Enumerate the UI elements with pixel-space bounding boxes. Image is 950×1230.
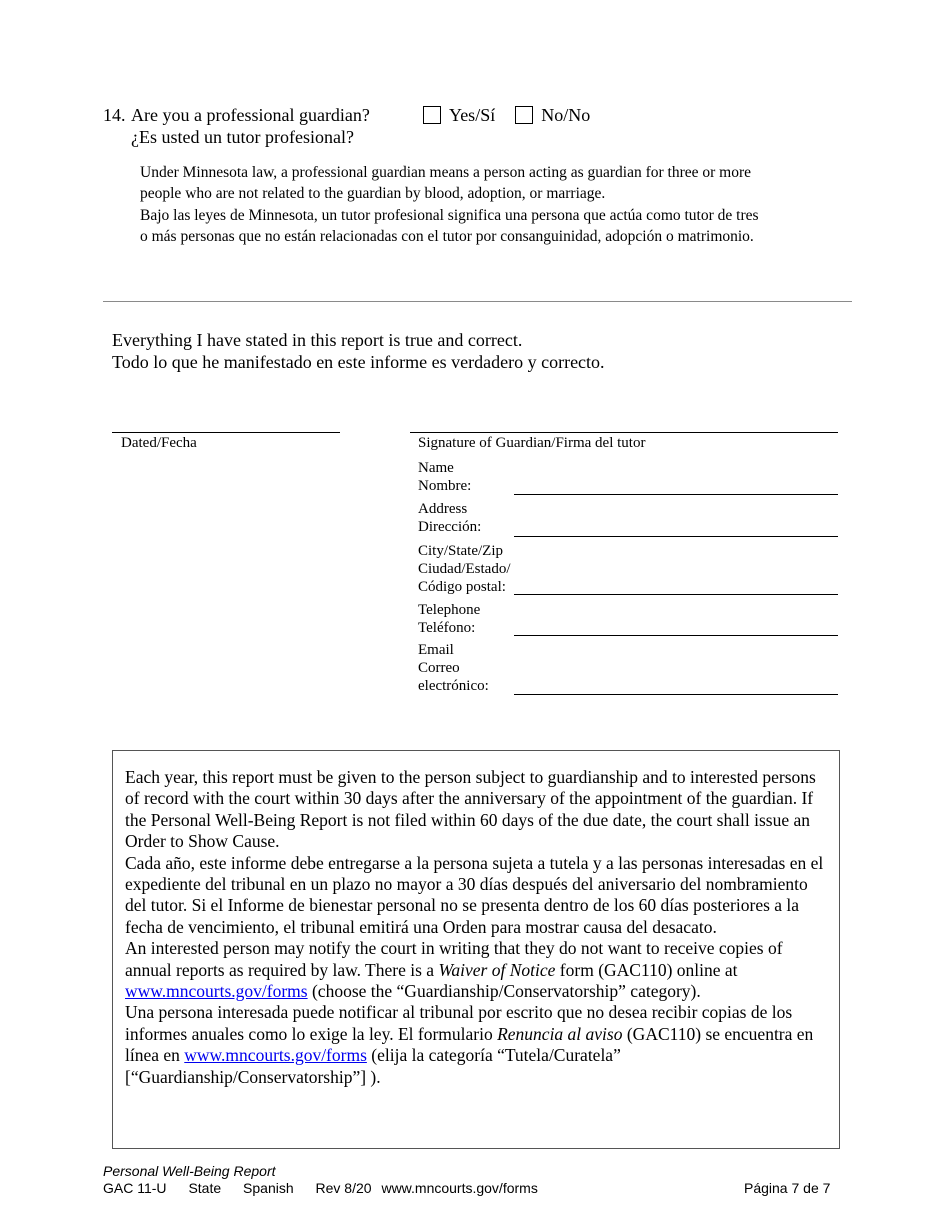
email-field[interactable] — [514, 694, 838, 695]
footer-form-info — [103, 1180, 556, 1197]
footer-revision: Rev 8/20 — [315, 1180, 372, 1196]
option-no[interactable] — [515, 104, 590, 126]
telephone-label-es: Teléfono: — [418, 620, 476, 636]
city-label-es-2: Código postal: — [418, 579, 506, 595]
email-label-es-1: Correo — [418, 660, 460, 676]
notice-en-2-text-a: An interested person may notify the court in writing that they do not want to receive copies of annual reports as required by law. There is a — [125, 938, 783, 980]
city-label-en: City/State/Zip — [418, 543, 503, 559]
notice-paragraph-en-1: Each year, this report must be given to the person subject to guardianship and to interested persons of record with the court within 30 days after the anniversary of the appointment of the guardian. If the Personal Well-Being Report is not filed within 60 days of the due date, the court shall issue an Order to Show Cause. — [125, 767, 816, 852]
address-label-es: Dirección: — [418, 519, 482, 535]
forms-link-es[interactable]: www.mncourts.gov/forms — [184, 1045, 367, 1066]
question-text-es: ¿Es usted un tutor profesional? — [131, 127, 354, 147]
professional-guardian-options — [423, 104, 610, 126]
address-label-en: Address — [418, 501, 468, 517]
dated-label: Dated/Fecha — [121, 435, 197, 451]
city-state-zip-field[interactable] — [514, 594, 838, 595]
yes-checkbox[interactable] — [423, 106, 441, 124]
city-label-es-1: Ciudad/Estado/ — [418, 561, 511, 577]
footer-language: Spanish — [243, 1180, 294, 1196]
name-field[interactable] — [514, 494, 838, 495]
option-no-label: No/No — [541, 105, 591, 125]
email-label-es-2: electrónico: — [418, 678, 489, 694]
question-14 — [103, 104, 370, 148]
telephone-label — [418, 601, 480, 637]
section-divider — [103, 301, 852, 302]
address-field[interactable] — [514, 536, 838, 537]
email-label — [418, 641, 489, 695]
definition-en-line-1: Under Minnesota law, a professional guardian means a person acting as guardian for three or more — [140, 164, 752, 181]
notice-es-2-text-d: [“Guardianship/Conservatorship”] ). — [125, 1066, 381, 1087]
email-label-en: Email — [418, 642, 454, 658]
notice-box — [112, 750, 840, 1149]
footer-url: www.mncourts.gov/forms — [381, 1180, 538, 1196]
name-label-es: Nombre: — [418, 478, 472, 494]
option-yes[interactable] — [423, 104, 495, 126]
address-label — [418, 500, 481, 536]
definition-es-line-1: Bajo las leyes de Minnesota, un tutor profesional significa una persona que actúa como tutor de tres — [140, 206, 759, 224]
notice-en-2-text-c: (choose the “Guardianship/Conservatorship” category). — [307, 981, 701, 1002]
footer-form-id: GAC 11-U — [103, 1180, 167, 1196]
notice-paragraph-es-2 — [125, 1002, 827, 1088]
telephone-label-en: Telephone — [418, 602, 481, 618]
notice-paragraph-es-1: Cada año, este informe debe entregarse a la persona sujeta a tutela y a las personas interesadas en el expediente del tribunal en un plazo no mayor a 30 días después del aniversario del nombramiento del tutor. Si el Informe de bienestar personal no se presenta dentro de los 60 días posteriores a la fecha de vencimiento, el tribunal emitirá una Orden para mostrar causa del desacato. — [125, 852, 824, 937]
definition-es-line-2: o más personas que no están relacionadas con el tutor por consanguinidad, adopción o matrimonio. — [140, 227, 754, 245]
notice-es-2-text-a: Una persona interesada puede notificar al tribunal por escrito que no desea recibir copias de los informes anuales como lo exige la ley. El formulario — [125, 1002, 793, 1044]
no-checkbox[interactable] — [515, 106, 533, 124]
option-yes-label: Yes/Sí — [449, 105, 496, 125]
professional-guardian-definition — [140, 162, 840, 247]
waiver-of-notice-title: Waiver of Notice — [438, 959, 556, 980]
notice-en-2-text-b: form (GAC110) online at — [555, 959, 738, 980]
name-label-en: Name — [418, 460, 454, 476]
signature-label: Signature of Guardian/Firma del tutor — [418, 435, 646, 451]
notice-es-2-text-c: (elija la categoría “Tutela/Curatela” — [366, 1045, 621, 1066]
city-state-zip-label — [418, 542, 511, 596]
attestation-en: Everything I have stated in this report is true and correct. — [112, 330, 523, 350]
question-text-en: Are you a professional guardian? — [131, 105, 370, 125]
footer-page-number: Página 7 de 7 — [744, 1180, 831, 1196]
footer-state: State — [188, 1180, 222, 1196]
notice-es-2-text-b: (GAC110) se encuentra en línea en — [125, 1023, 814, 1066]
name-label — [418, 459, 471, 495]
question-number: 14. — [103, 105, 126, 125]
question-14-line-en — [103, 104, 370, 126]
forms-link-en[interactable]: www.mncourts.gov/forms — [125, 981, 308, 1002]
notice-paragraph-en-2 — [125, 938, 827, 1002]
footer-title: Personal Well-Being Report — [103, 1163, 276, 1179]
renuncia-al-aviso-title: Renuncia al aviso — [497, 1023, 623, 1044]
attestation — [112, 329, 605, 373]
attestation-es: Todo lo que he manifestado en este informe es verdadero y correcto. — [112, 352, 605, 372]
definition-en-line-2: people who are not related to the guardian by blood, adoption, or marriage. — [140, 185, 606, 203]
telephone-field[interactable] — [514, 635, 838, 636]
